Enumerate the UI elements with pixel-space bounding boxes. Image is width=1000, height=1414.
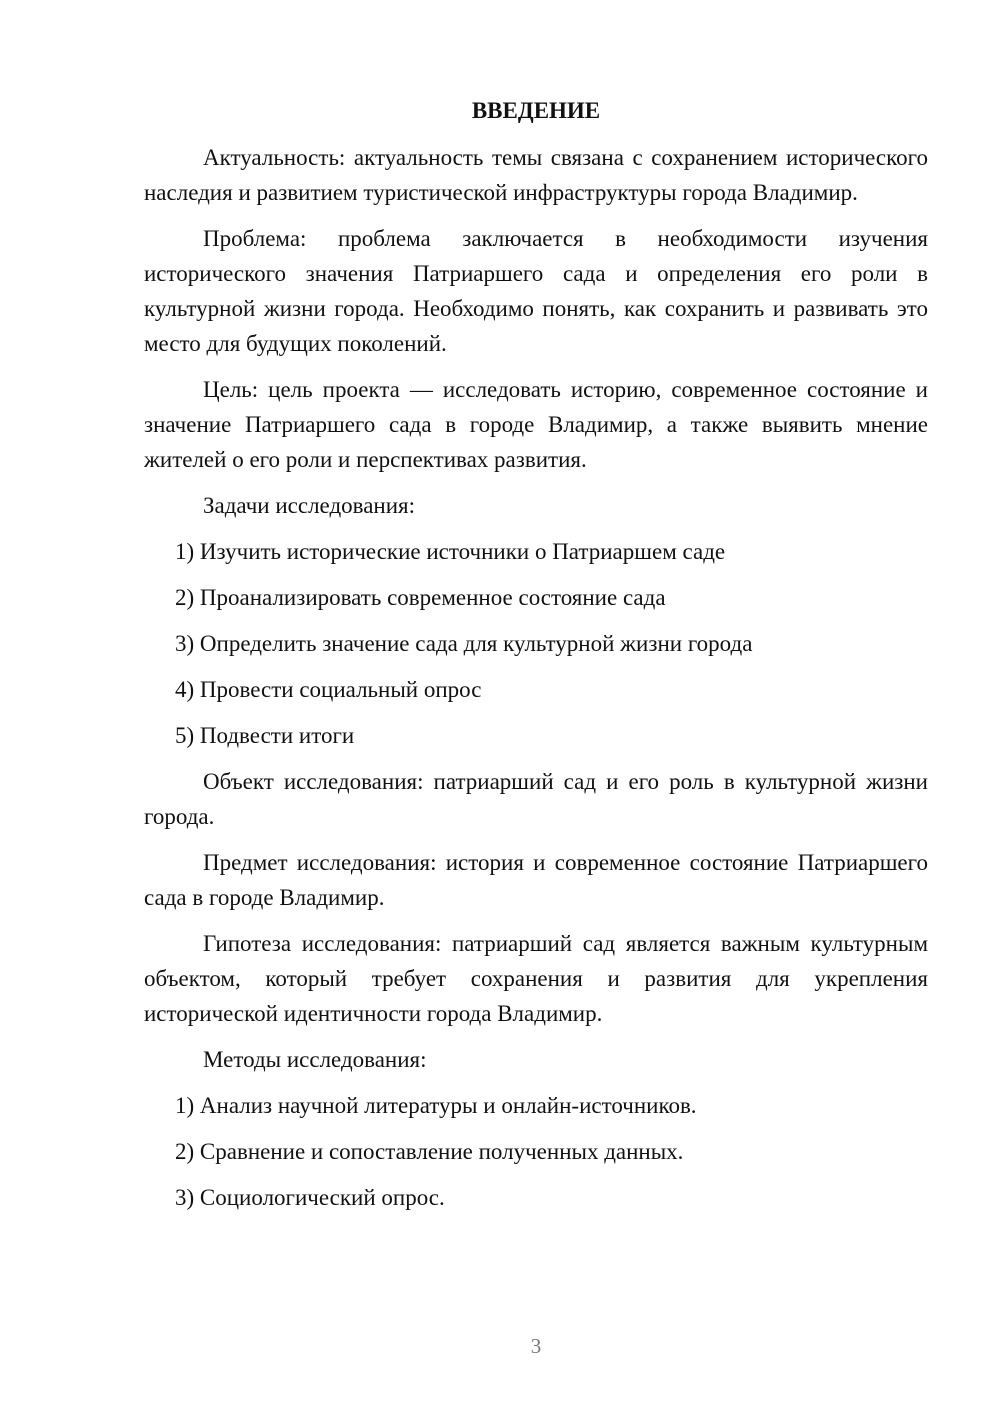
list-item: 5) Подвести итоги bbox=[175, 723, 355, 748]
subject-paragraph: Предмет исследования: история и современное состояние Патриаршего сада в городе Владимир. bbox=[144, 850, 928, 910]
list-item: 2) Проанализировать современное состояние сада bbox=[175, 585, 666, 610]
hypothesis-paragraph: Гипотеза исследования: патриарший сад является важным культурным объектом, который требует сохранения и развития для укрепления исторической идентичности города Владимир. bbox=[144, 931, 928, 1026]
tasks-list bbox=[144, 534, 928, 753]
page-number: 3 bbox=[530, 1334, 542, 1358]
tasks-heading: Задачи исследования: bbox=[203, 493, 416, 518]
list-item: 1) Анализ научной литературы и онлайн-источников. bbox=[175, 1093, 697, 1118]
page-title: ВВЕДЕНИЕ bbox=[471, 98, 601, 123]
list-item: 3) Определить значение сада для культурной жизни города bbox=[175, 631, 753, 656]
list-item: 2) Сравнение и сопоставление полученных данных. bbox=[175, 1139, 684, 1164]
methods-list bbox=[144, 1088, 928, 1215]
list-item: 1) Изучить исторические источники о Патриаршем саде bbox=[175, 539, 726, 564]
document-page bbox=[144, 96, 928, 1226]
list-item: 3) Социологический опрос. bbox=[175, 1185, 445, 1210]
problem-paragraph: Проблема: проблема заключается в необходимости изучения исторического значения Патриаршего сада и определения его роли в культурной жизни города. Необходимо понять, как сохранить и развивать это место для будущих поколений. bbox=[144, 226, 928, 356]
relevance-paragraph: Актуальность: актуальность темы связана с сохранением исторического наследия и развитием туристической инфраструктуры города Владимир. bbox=[144, 145, 928, 205]
methods-heading: Методы исследования: bbox=[203, 1047, 427, 1072]
list-item: 4) Провести социальный опрос bbox=[175, 677, 482, 702]
object-paragraph: Объект исследования: патриарший сад и его роль в культурной жизни города. bbox=[144, 769, 928, 829]
goal-paragraph: Цель: цель проекта — исследовать историю, современное состояние и значение Патриаршего сада в городе Владимир, а также выявить мнение жителей о его роли и перспективах развития. bbox=[144, 377, 928, 472]
